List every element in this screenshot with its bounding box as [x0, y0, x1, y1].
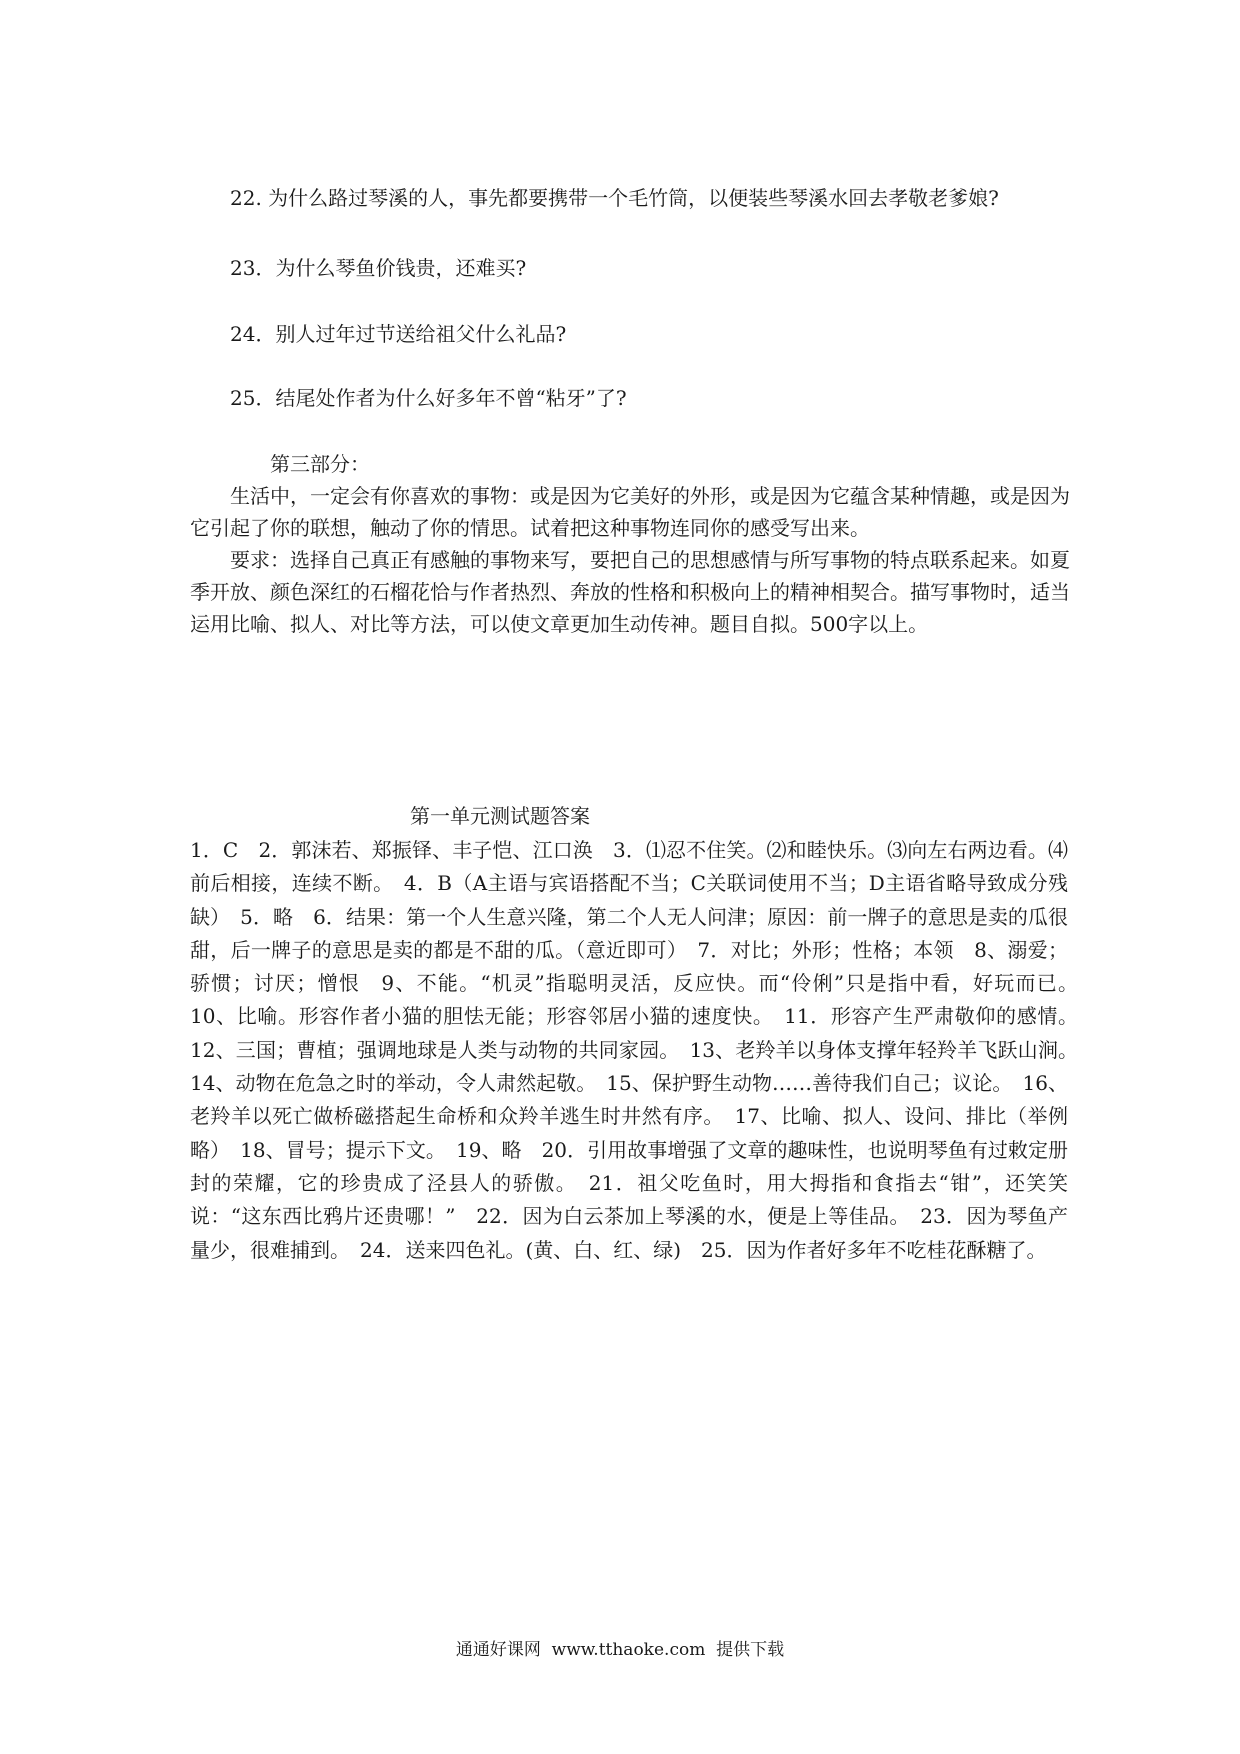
footer-download-text: 提供下载	[716, 1640, 785, 1660]
answers-body: 1．C 2．郭沫若、郑振铎、丰子恺、江口涣 3．⑴忍不住笑。⑵和睦快乐。⑶向左右两边看。⑷前后相接，连续不断。 4．B（A主语与宾语搭配不当；C关联词使用不当；D主语省略导致成分残缺） 5．略 6．结果：第一个人生意兴隆，第二个人无人问津；原因：前一牌子的意思是卖的瓜很甜，后一牌子的意思是卖的都是不甜的瓜。（意近即可） 7．对比；外形；性格；本领 8、溺爱；骄惯；讨厌；憎恨 9、不能。“机灵”指聪明灵活，反应快。而“伶俐”只是指中看，好玩而已。 10、比喻。形容作者小猫的胆怯无能；形容邻居小猫的速度快。 11．形容产生严肃敬仰的感情。 12、三国；曹植；强调地球是人类与动物的共同家园。 13、老羚羊以身体支撑年轻羚羊飞跃山涧。 14、动物在危急之时的举动，令人肃然起敬。 15、保护野生动物……善待我们自己；议论。 16、老羚羊以死亡做桥磁搭起生命桥和众羚羊逃生时井然有序。 17、比喻、拟人、设问、排比（举例略） 18、冒号；提示下文。 19、略 20．引用故事增强了文章的趣味性，也说明琴鱼有过敕定册封的荣耀，它的珍贵成了泾县人的骄傲。 21．祖父吃鱼时，用大拇指和食指去“钳”，还笑笑说：“这东西比鸦片还贵哪！” 22．因为白云茶加上琴溪的水，便是上等佳品。 23．因为琴鱼产量少，很难捕到。 24．送来四色礼。(黄、白、红、绿) 25．因为作者好多年不吃桂花酥糖了。	[190, 838, 1088, 1262]
writing-prompt: 生活中，一定会有你喜欢的事物：或是因为它美好的外形，或是因为它蕴含某种情趣，或是因为它引起了你的联想，触动了你的情思。试着把这种事物连同你的感受写出来。	[190, 484, 1070, 540]
question-22: 22. 为什么路过琴溪的人，事先都要携带一个毛竹筒，以便装些琴溪水回去孝敬老爹娘?	[230, 186, 999, 210]
footer-site-name: 通通好课网	[455, 1640, 541, 1660]
question-24: 24．别人过年过节送给祖父什么礼品?	[230, 322, 567, 346]
answers-title: 第一单元测试题答案	[410, 804, 590, 828]
part-three-heading: 第三部分：	[270, 452, 370, 476]
footer-url[interactable]: www.tthaoke.com	[551, 1640, 706, 1660]
part-three-section	[190, 448, 1070, 640]
question-25: 25．结尾处作者为什么好多年不曾“粘牙”了?	[230, 386, 627, 410]
footer	[0, 1638, 1240, 1662]
writing-requirements: 要求：选择自己真正有感触的事物来写，要把自己的思想感情与所写事物的特点联系起来。如夏季开放、颜色深红的石榴花恰与作者热烈、奔放的性格和积极向上的精神相契合。描写事物时，适当运用比喻、拟人、对比等方法，可以使文章更加生动传神。题目自拟。500字以上。	[190, 548, 1070, 636]
question-23: 23．为什么琴鱼价钱贵，还难买?	[230, 256, 527, 280]
